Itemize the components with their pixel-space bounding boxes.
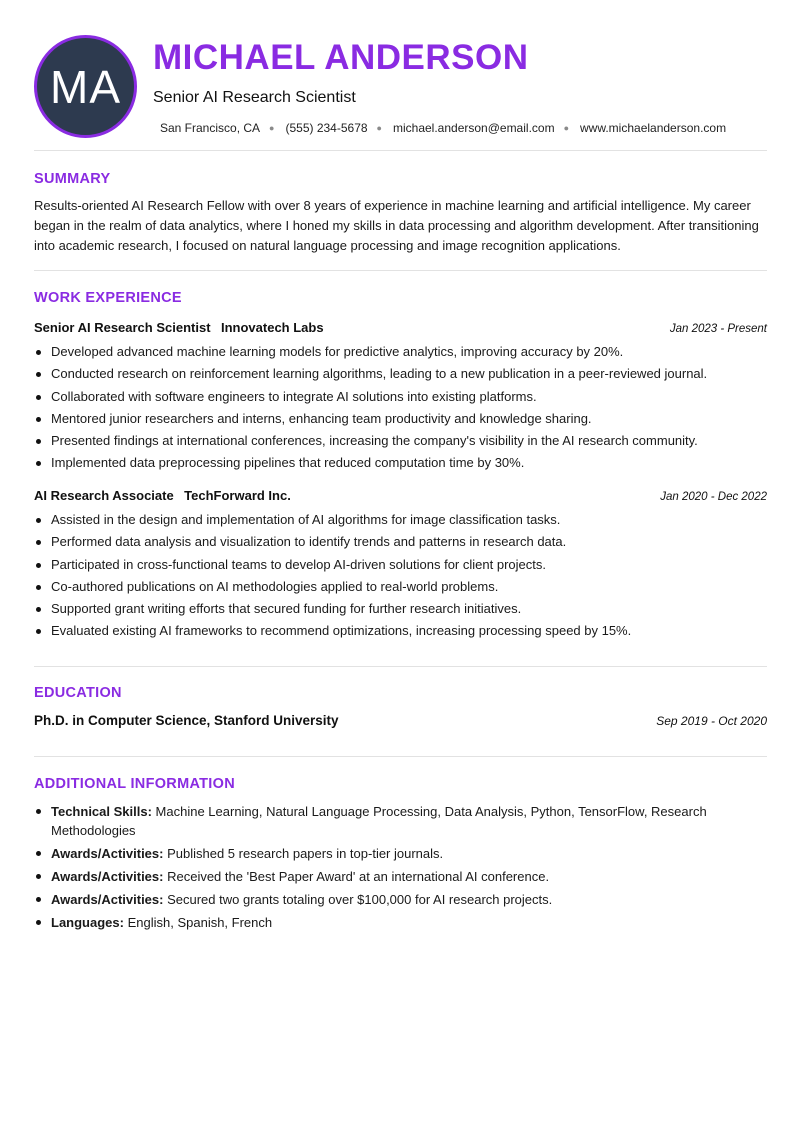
job-role: AI Research Associate (34, 488, 174, 503)
divider (34, 756, 767, 757)
education-entry (34, 713, 767, 728)
info-text: Secured two grants totaling over $100,000 for AI research projects. (167, 892, 553, 907)
candidate-name: MICHAEL ANDERSON (153, 38, 529, 77)
info-text: Machine Learning, Natural Language Processing, Data Analysis, Python, TensorFlow, Research Methodologies (51, 804, 707, 838)
list-item: Conducted research on reinforcement learning algorithms, leading to a new publication in a peer-reviewed journal. (34, 364, 767, 386)
divider (34, 150, 767, 151)
list-item: Co-authored publications on AI methodologies applied to real-world problems. (34, 577, 767, 599)
info-label: Awards/Activities: (51, 892, 164, 907)
additional-info-list (34, 802, 767, 936)
job-bullets (34, 342, 767, 476)
job-bullets (34, 510, 767, 644)
education-dates: Sep 2019 - Oct 2020 (656, 714, 767, 728)
list-item: Supported grant writing efforts that secured funding for further research initiatives. (34, 599, 767, 621)
info-text: Published 5 research papers in top-tier journals. (167, 846, 444, 861)
contact-phone[interactable]: (555) 234-5678 (285, 121, 368, 135)
summary-heading: SUMMARY (34, 171, 111, 187)
additional-info-heading: ADDITIONAL INFORMATION (34, 776, 235, 792)
job-dates: Jan 2020 - Dec 2022 (660, 491, 767, 503)
job-header (34, 319, 767, 337)
info-label: Languages: (51, 915, 124, 930)
list-item: Collaborated with software engineers to integrate AI solutions into existing platforms. (34, 387, 767, 409)
info-label: Awards/Activities: (51, 869, 164, 884)
separator-dot: ● (269, 123, 275, 133)
job-role: Senior AI Research Scientist (34, 320, 211, 335)
job-dates: Jan 2023 - Present (669, 323, 767, 335)
summary-text: Results-oriented AI Research Fellow with over 8 years of experience in machine learning and artificial intelligence. My career began in the realm of data analytics, where I honed my skills in data processing and algorithm development. After transitioning into academic research, I focused on natural language processing and image recognition applications. (34, 198, 759, 253)
info-text: English, Spanish, French (127, 915, 273, 930)
list-item: Presented findings at international conferences, increasing the company's visibility in the AI research community. (34, 431, 767, 453)
divider (34, 270, 767, 271)
list-item: Implemented data preprocessing pipelines that reduced computation time by 30%. (34, 453, 767, 475)
avatar (34, 35, 137, 138)
contact-bar (160, 121, 726, 135)
list-item (34, 913, 767, 932)
separator-dot: ● (563, 123, 570, 133)
list-item: Mentored junior researchers and interns, enhancing team productivity and knowledge sharing. (34, 409, 767, 431)
contact-email[interactable]: michael.anderson@email.com (392, 121, 555, 135)
list-item: Evaluated existing AI frameworks to recommend optimizations, increasing processing speed by 15%. (34, 621, 767, 643)
job-company: TechForward Inc. (184, 488, 291, 503)
contact-location: San Francisco, CA (160, 121, 261, 135)
contact-website[interactable]: www.michaelanderson.com (580, 121, 727, 135)
info-text: Received the 'Best Paper Award' at an international AI conference. (167, 869, 550, 884)
education-heading: EDUCATION (34, 685, 122, 701)
avatar-initials: MA (50, 60, 121, 113)
job-company: Innovatech Labs (220, 320, 324, 335)
list-item (34, 867, 767, 886)
job-header (34, 487, 767, 505)
info-label: Technical Skills: (51, 804, 152, 819)
list-item: Assisted in the design and implementation of AI algorithms for image classification tasks. (34, 510, 767, 532)
candidate-title: Senior AI Research Scientist (153, 89, 356, 106)
work-experience-heading: WORK EXPERIENCE (34, 290, 182, 306)
list-item (34, 890, 767, 909)
divider (34, 666, 767, 667)
info-label: Awards/Activities: (51, 846, 164, 861)
separator-dot: ● (376, 123, 382, 133)
list-item (34, 844, 767, 863)
list-item: Performed data analysis and visualization to identify trends and patterns in research data. (34, 532, 767, 554)
education-degree: Ph.D. in Computer Science, Stanford University (34, 713, 339, 728)
list-item: Developed advanced machine learning models for predictive analytics, improving accuracy by 20%. (34, 342, 767, 364)
list-item (34, 802, 767, 840)
list-item: Participated in cross-functional teams to develop AI-driven solutions for client projects. (34, 555, 767, 577)
